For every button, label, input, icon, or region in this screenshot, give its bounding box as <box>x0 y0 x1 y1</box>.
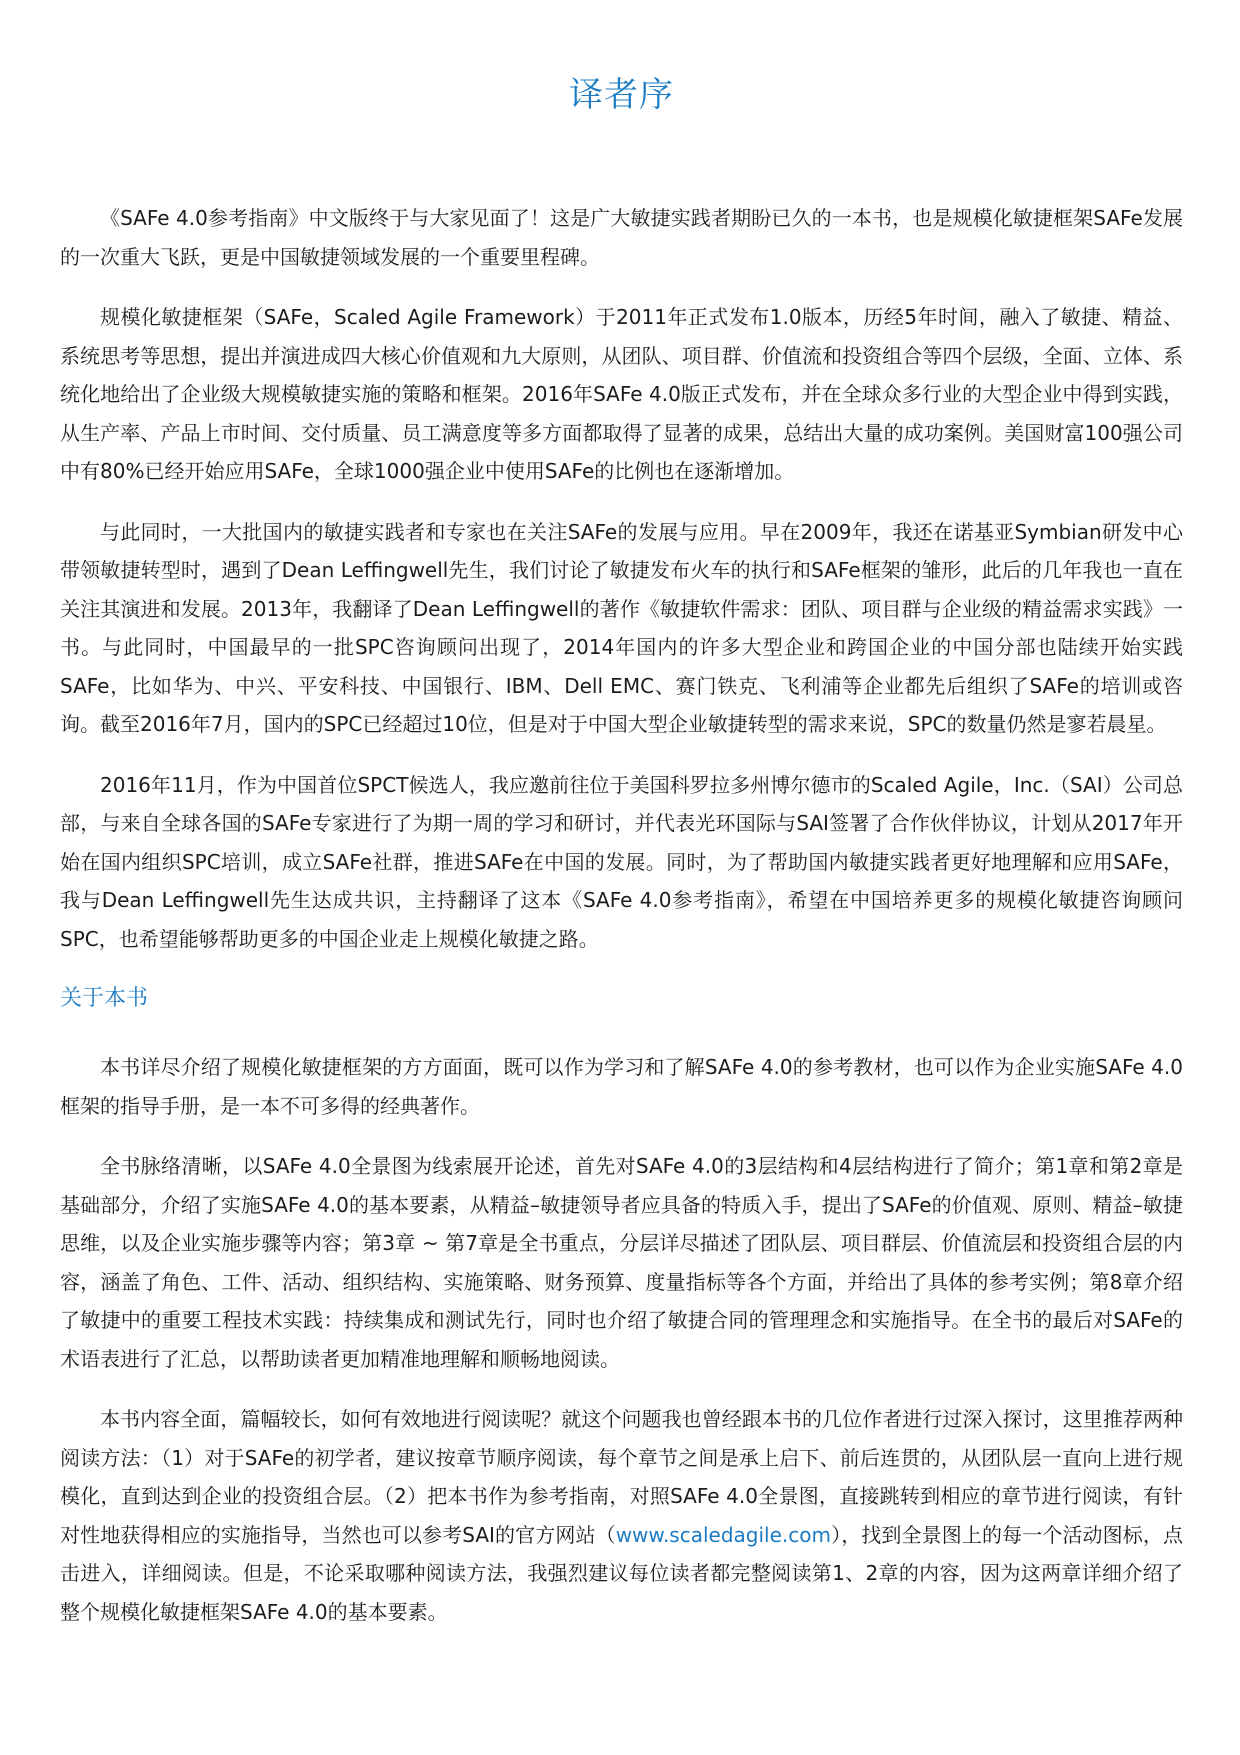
paragraph: 全书脉络清晰，以SAFe 4.0全景图为线索展开论述，首先对SAFe 4.0的3层结构和4层结构进行了简介；第1章和第2章是基础部分，介绍了实施SAFe 4.0的基本要素，从精益–敏捷领导者应具备的特质入手，提出了SAFe的价值观、原则、精益–敏捷思维，以及企业实施步骤等内容；第3章 ~ 第7章是全书重点，分层详尽描述了团队层、项目群层、价值流层和投资组合层的内容，涵盖了角色、工件、活动、组织结构、实施策略、财务预算、度量指标等各个方面，并给出了具体的参考实例；第8章介绍了敏捷中的重要工程技术实践：持续集成和测试先行，同时也介绍了敏捷合同的管理理念和实施指导。在全书的最后对SAFe的术语表进行了汇总，以帮助读者更加精准地理解和顺畅地阅读。 <box>60 1154 1183 1371</box>
website-link[interactable]: www.scaledagile.com <box>615 1522 831 1547</box>
translator-preface-body <box>60 199 1183 958</box>
about-book-body <box>60 1048 1183 1631</box>
section-heading: 关于本书 <box>60 986 149 1011</box>
paragraph: 规模化敏捷框架（SAFe，Scaled Agile Framework）于2011年正式发布1.0版本，历经5年时间，融入了敏捷、精益、系统思考等思想，提出并演进成四大核心价值观和九大原则，从团队、项目群、价值流和投资组合等四个层级，全面、立体、系统化地给出了企业级大规模敏捷实施的策略和框架。2016年SAFe 4.0版正式发布，并在全球众多行业的大型企业中得到实践，从生产率、产品上市时间、交付质量、员工满意度等多方面都取得了显著的成果，总结出大量的成功案例。美国财富100强公司中有80%已经开始应用SAFe，全球1000强企业中使用SAFe的比例也在逐渐增加。 <box>60 305 1183 483</box>
paragraph: 《SAFe 4.0参考指南》中文版终于与大家见面了！这是广大敏捷实践者期盼已久的一本书，也是规模化敏捷框架SAFe发展的一次重大飞跃，更是中国敏捷领域发展的一个重要里程碑。 <box>60 206 1183 269</box>
paragraph: 本书详尽介绍了规模化敏捷框架的方方面面，既可以作为学习和了解SAFe 4.0的参考教材，也可以作为企业实施SAFe 4.0框架的指导手册，是一本不可多得的经典著作。 <box>60 1055 1183 1118</box>
page-title: 译者序 <box>569 75 674 115</box>
paragraph: 2016年11月，作为中国首位SPCT候选人，我应邀前往位于美国科罗拉多州博尔德市的Scaled Agile，Inc.（SAI）公司总部，与来自全球各国的SAFe专家进行了为期一周的学习和研讨，并代表光环国际与SAI签署了合作伙伴协议，计划从2017年开始在国内组织SPC培训，成立SAFe社群，推进SAFe在中国的发展。同时，为了帮助国内敏捷实践者更好地理解和应用SAFe，我与Dean Leffingwell先生达成共识，主持翻译了这本《SAFe 4.0参考指南》，希望在中国培养更多的规模化敏捷咨询顾问SPC，也希望能够帮助更多的中国企业走上规模化敏捷之路。 <box>60 772 1183 951</box>
paragraph-text-after-link: ），找到全景图上的每一个活动图标，点击进入，详细阅读。但是，不论采取哪种阅读方法，我强烈建议每位读者都完整阅读第1、2章的内容，因为这两章详细介绍了整个规模化敏捷框架SAFe 4.0的基本要素。 <box>60 1522 1183 1624</box>
paragraph-text-before-link: 本书内容全面，篇幅较长，如何有效地进行阅读呢？就这个问题我也曾经跟本书的几位作者进行过深入探讨，这里推荐两种阅读方法：（1）对于SAFe的初学者，建议按章节顺序阅读，每个章节之间是承上启下、前后连贯的，从团队层一直向上进行规模化，直到达到企业的投资组合层。（2）把本书作为参考指南，对照SAFe 4.0全景图，直接跳转到相应的章节进行阅读，有针对性地获得相应的实施指导，当然也可以参考SAI的官方网站（ <box>60 1407 1183 1547</box>
paragraph: 与此同时，一大批国内的敏捷实践者和专家也在关注SAFe的发展与应用。早在2009年，我还在诺基亚Symbian研发中心带领敏捷转型时，遇到了Dean Leffingwell先生，我们讨论了敏捷发布火车的执行和SAFe框架的雏形，此后的几年我也一直在关注其演进和发展。2013年，我翻译了Dean Leffingwell的著作《敏捷软件需求：团队、项目群与企业级的精益需求实践》一书。与此同时，中国最早的一批SPC咨询顾问出现了，2014年国内的许多大型企业和跨国企业的中国分部也陆续开始实践SAFe，比如华为、中兴、平安科技、中国银行、IBM、Dell EMC、赛门铁克、飞利浦等企业都先后组织了SAFe的培训或咨询。截至2016年7月，国内的SPC已经超过10位，但是对于中国大型企业敏捷转型的需求来说，SPC的数量仍然是寥若晨星。 <box>60 519 1183 736</box>
paragraph-with-link <box>60 1400 1183 1631</box>
